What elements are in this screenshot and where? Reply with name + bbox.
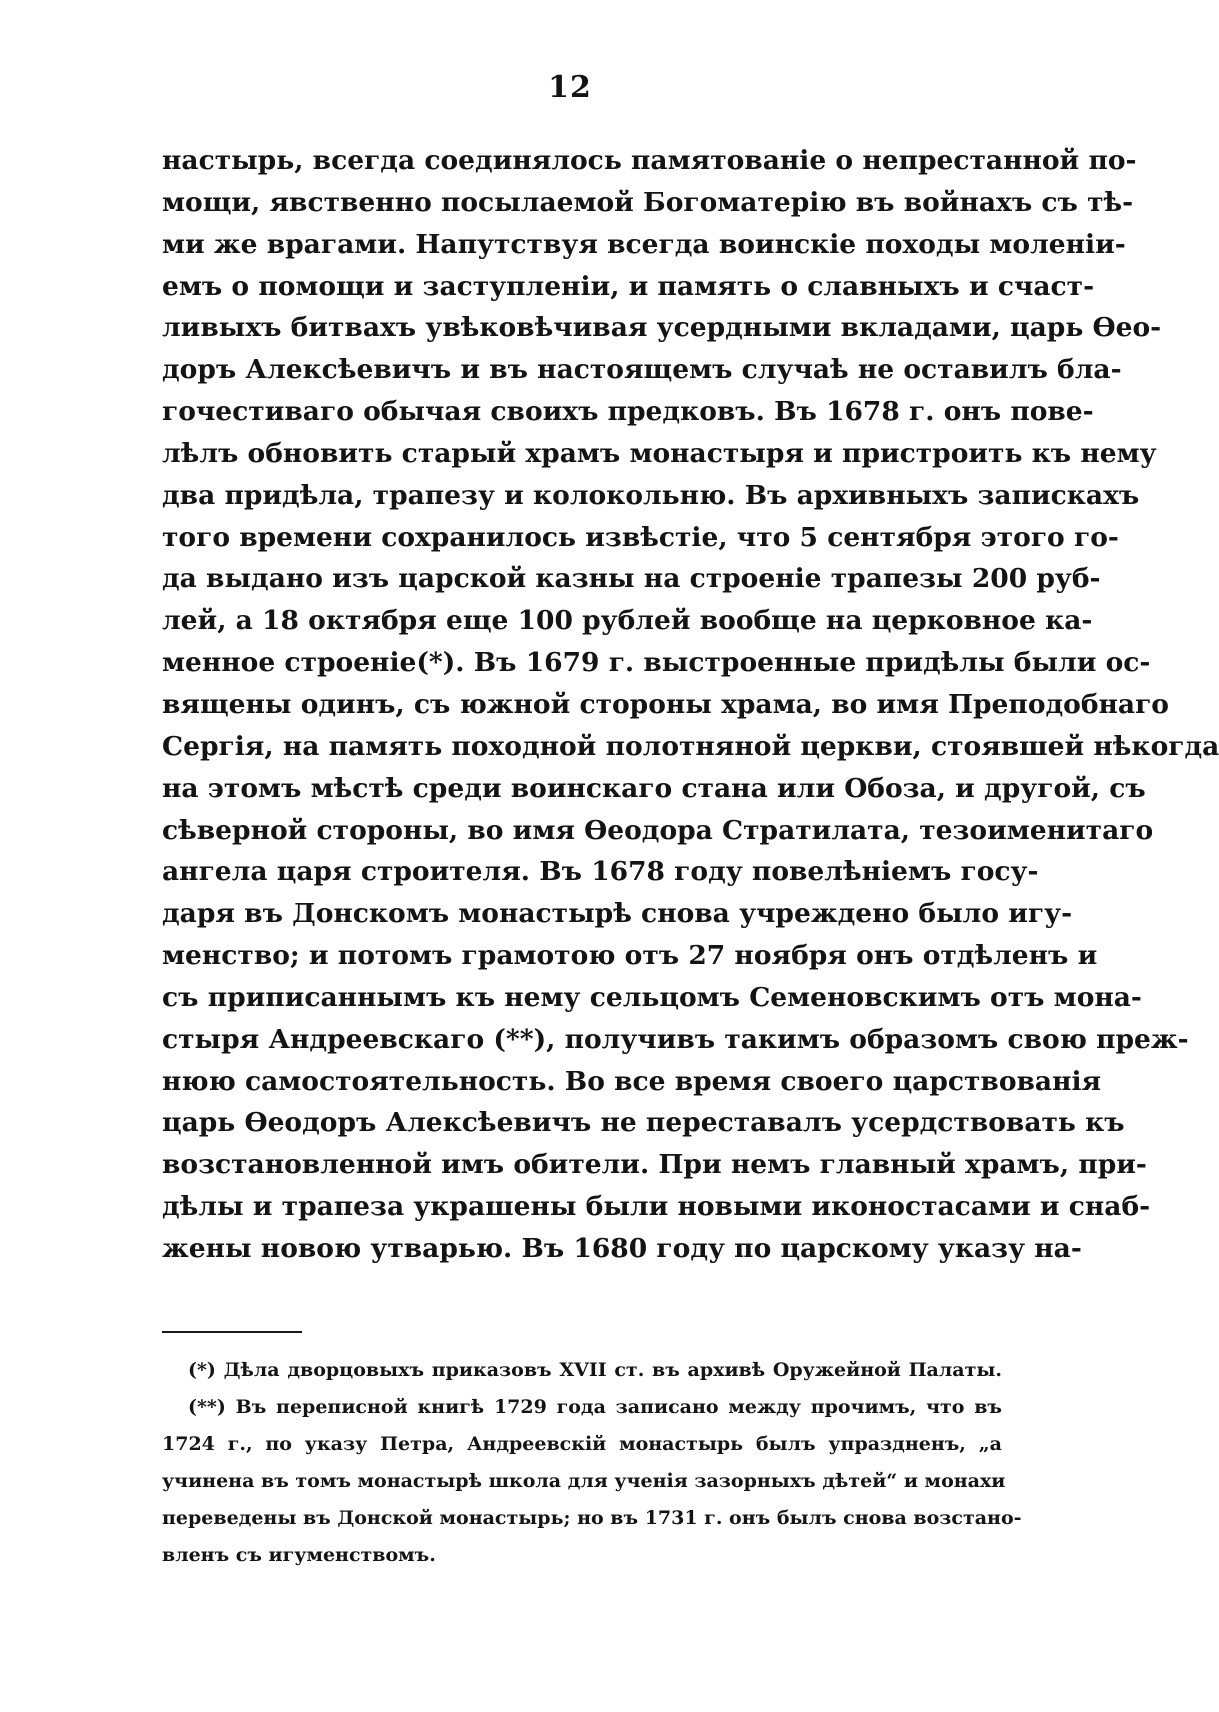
body-line: вящены одинъ, съ южной стороны храма, во имя Преподобнаго	[162, 688, 1169, 720]
footnote-line: (**) Въ переписной книгѣ 1729 года записано между прочимъ, что въ	[188, 1396, 1002, 1418]
body-line: Сергія, на память походной полотняной церкви, стоявшей нѣкогда	[162, 730, 1219, 762]
body-line: да выдано изъ царской казны на строеніе трапезы 200 руб-	[162, 563, 1101, 595]
footnote-line: вленъ съ игуменствомъ.	[162, 1544, 436, 1566]
body-line: съ приписаннымъ къ нему сельцомъ Семеновскимъ отъ мона-	[162, 981, 1142, 1013]
body-line: на этомъ мѣстѣ среди воинскаго стана или Обоза, и другой, съ	[162, 772, 1146, 804]
body-line: стыря Андреевскаго (**), получивъ такимъ образомъ свою преж-	[162, 1023, 1189, 1055]
body-line: лей, а 18 октября еще 100 рублей вообще на церковное ка-	[162, 605, 1093, 637]
body-line: доръ Алексѣевичъ и въ настоящемъ случаѣ не оставилъ бла-	[162, 354, 1122, 386]
footnote-line: (*) Дѣла дворцовыхъ приказовъ XVII ст. въ архивѣ Оружейной Палаты.	[188, 1359, 1002, 1381]
body-line: царь Ѳеодоръ Алексѣевичъ не переставалъ усердствовать къ	[162, 1107, 1125, 1139]
body-line: лѣлъ обновить старый храмъ монастыря и пристроить къ нему	[162, 437, 1157, 469]
body-line: емъ о помощи и заступленіи, и память о славныхъ и счаст-	[162, 270, 1095, 302]
body-line: дѣлы и трапеза украшены были новыми иконостасами и снаб-	[162, 1191, 1151, 1223]
body-line: того времени сохранилось извѣстіе, что 5 сентября этого го-	[162, 521, 1119, 553]
body-line: ангела царя строителя. Въ 1678 году повелѣніемъ госу-	[162, 856, 1039, 888]
body-line: менное строеніе(*). Въ 1679 г. выстроенные придѣлы были ос-	[162, 647, 1151, 679]
body-line: мощи, явственно посылаемой Богоматерію въ войнахъ съ тѣ-	[162, 186, 1134, 218]
body-line: возстановленной имъ обители. При немъ главный храмъ, при-	[162, 1149, 1147, 1181]
body-line: ливыхъ битвахъ увѣковѣчивая усердными вкладами, царь Ѳео-	[162, 312, 1162, 344]
body-text	[162, 140, 1219, 1270]
footnote-line: учинена въ томъ монастырѣ школа для ученія зазорныхъ дѣтей“ и монахи	[162, 1470, 1006, 1492]
body-line: менство; и потомъ грамотою отъ 27 ноября онъ отдѣленъ и	[162, 940, 1098, 972]
body-line: нюю самостоятельность. Во все время своего царствованія	[162, 1065, 1102, 1097]
body-line: два придѣла, трапезу и колокольню. Въ архивныхъ запискахъ	[162, 479, 1140, 511]
body-line: ми же врагами. Напутствуя всегда воинскіе походы моленіи-	[162, 228, 1126, 260]
footnote-separator	[162, 1331, 302, 1333]
body-line: гочестиваго обычая своихъ предковъ. Въ 1678 г. онъ пове-	[162, 396, 1094, 428]
page-number: 12	[548, 70, 592, 105]
body-line: сѣверной стороны, во имя Ѳеодора Стратилата, тезоименитаго	[162, 814, 1154, 846]
body-line: настырь, всегда соединялось памятованіе о непрестанной по-	[162, 145, 1137, 176]
footnote-line: переведены въ Донской монастырь; но въ 1731 г. онъ былъ снова возстано-	[162, 1507, 1022, 1529]
body-line: даря въ Донскомъ монастырѣ снова учреждено было игу-	[162, 898, 1073, 930]
footnote-line: 1724 г., по указу Петра, Андреевскій монастырь былъ упраздненъ, „а	[162, 1433, 1002, 1455]
footnotes	[162, 1352, 1022, 1574]
body-line: жены новою утварью. Въ 1680 году по царскому указу на-	[162, 1232, 1082, 1264]
